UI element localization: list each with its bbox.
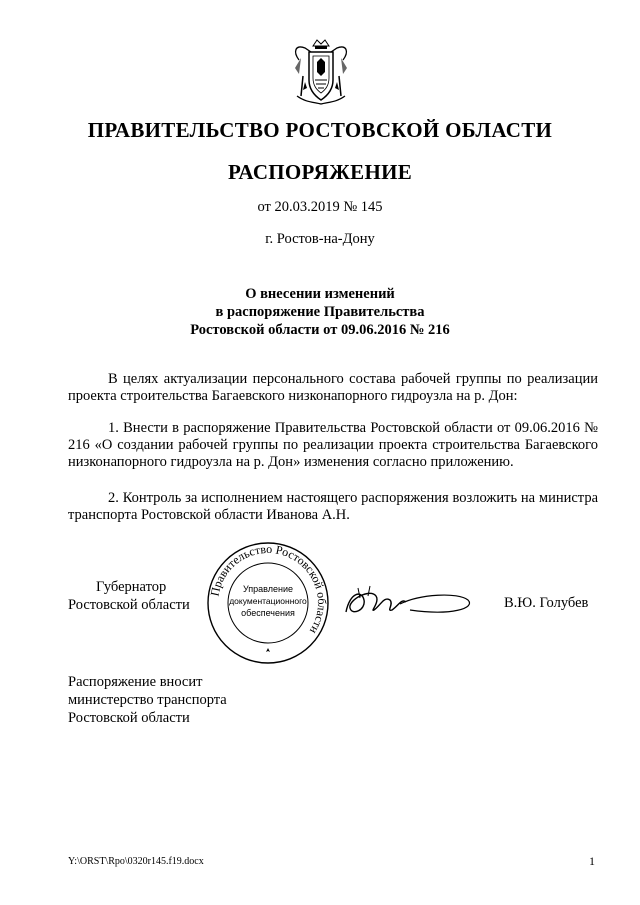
signer-position-line: Ростовской области [68,597,190,613]
item-1-paragraph [68,420,598,472]
submitted-by-line: министерство транспорта [68,692,227,708]
footer-file-path: Y:\ORST\Rpo\0320r145.f19.docx [68,856,204,867]
submitted-by-line: Распоряжение вносит [68,674,203,690]
document-date-number: от 20.03.2019 № 145 [257,199,383,215]
stamp-center-line: обеспечения [241,608,295,618]
document-type: РАСПОРЯЖЕНИЕ [227,160,413,184]
page-number: 1 [589,854,595,868]
item-2-text: 2. Контроль за исполнением настоящего распоряжения возложить на министра транспорта Ростовской области Иванова А.Н. [68,490,598,524]
stamp-center-line: Управление [242,584,294,594]
document-city: г. Ростов-на-Дону [265,231,375,247]
coat-of-arms-icon [291,38,351,106]
signer-name: В.Ю. Голубев [504,595,589,611]
intro-text: В целях актуализации персонального состава рабочей группы по реализации проекта строительства Багаевского низконапорного гидроузла на р. Дон: [68,371,598,405]
intro-paragraph [68,371,598,405]
star-icon [266,648,270,652]
stamp-ring-text: Правительство Ростовской области [207,541,330,637]
submitted-by-line: Ростовской области [68,710,190,726]
subject-line: в распоряжение Правительства [215,304,425,320]
signer-position [68,578,190,614]
official-stamp [205,540,331,666]
item-1-text: 1. Внести в распоряжение Правительства Ростовской области от 09.06.2016 № 216 «О создании рабочей группы по реализации проекта строительства Багаевского низконапорного гидроузла на р. Дон» изменения согласно приложению. [68,420,598,471]
subject-line: О внесении изменений [245,286,395,302]
document-subject [0,285,640,339]
subject-line: Ростовской области от 09.06.2016 № 216 [190,322,450,338]
organization-title: ПРАВИТЕЛЬСТВО РОСТОВСКОЙ ОБЛАСТИ [87,118,553,142]
item-2-paragraph [68,490,598,524]
stamp-center-line: документационного [229,596,307,606]
handwritten-signature [340,582,480,624]
signer-position-line: Губернатор [96,579,167,595]
submitted-by-note [68,673,227,727]
